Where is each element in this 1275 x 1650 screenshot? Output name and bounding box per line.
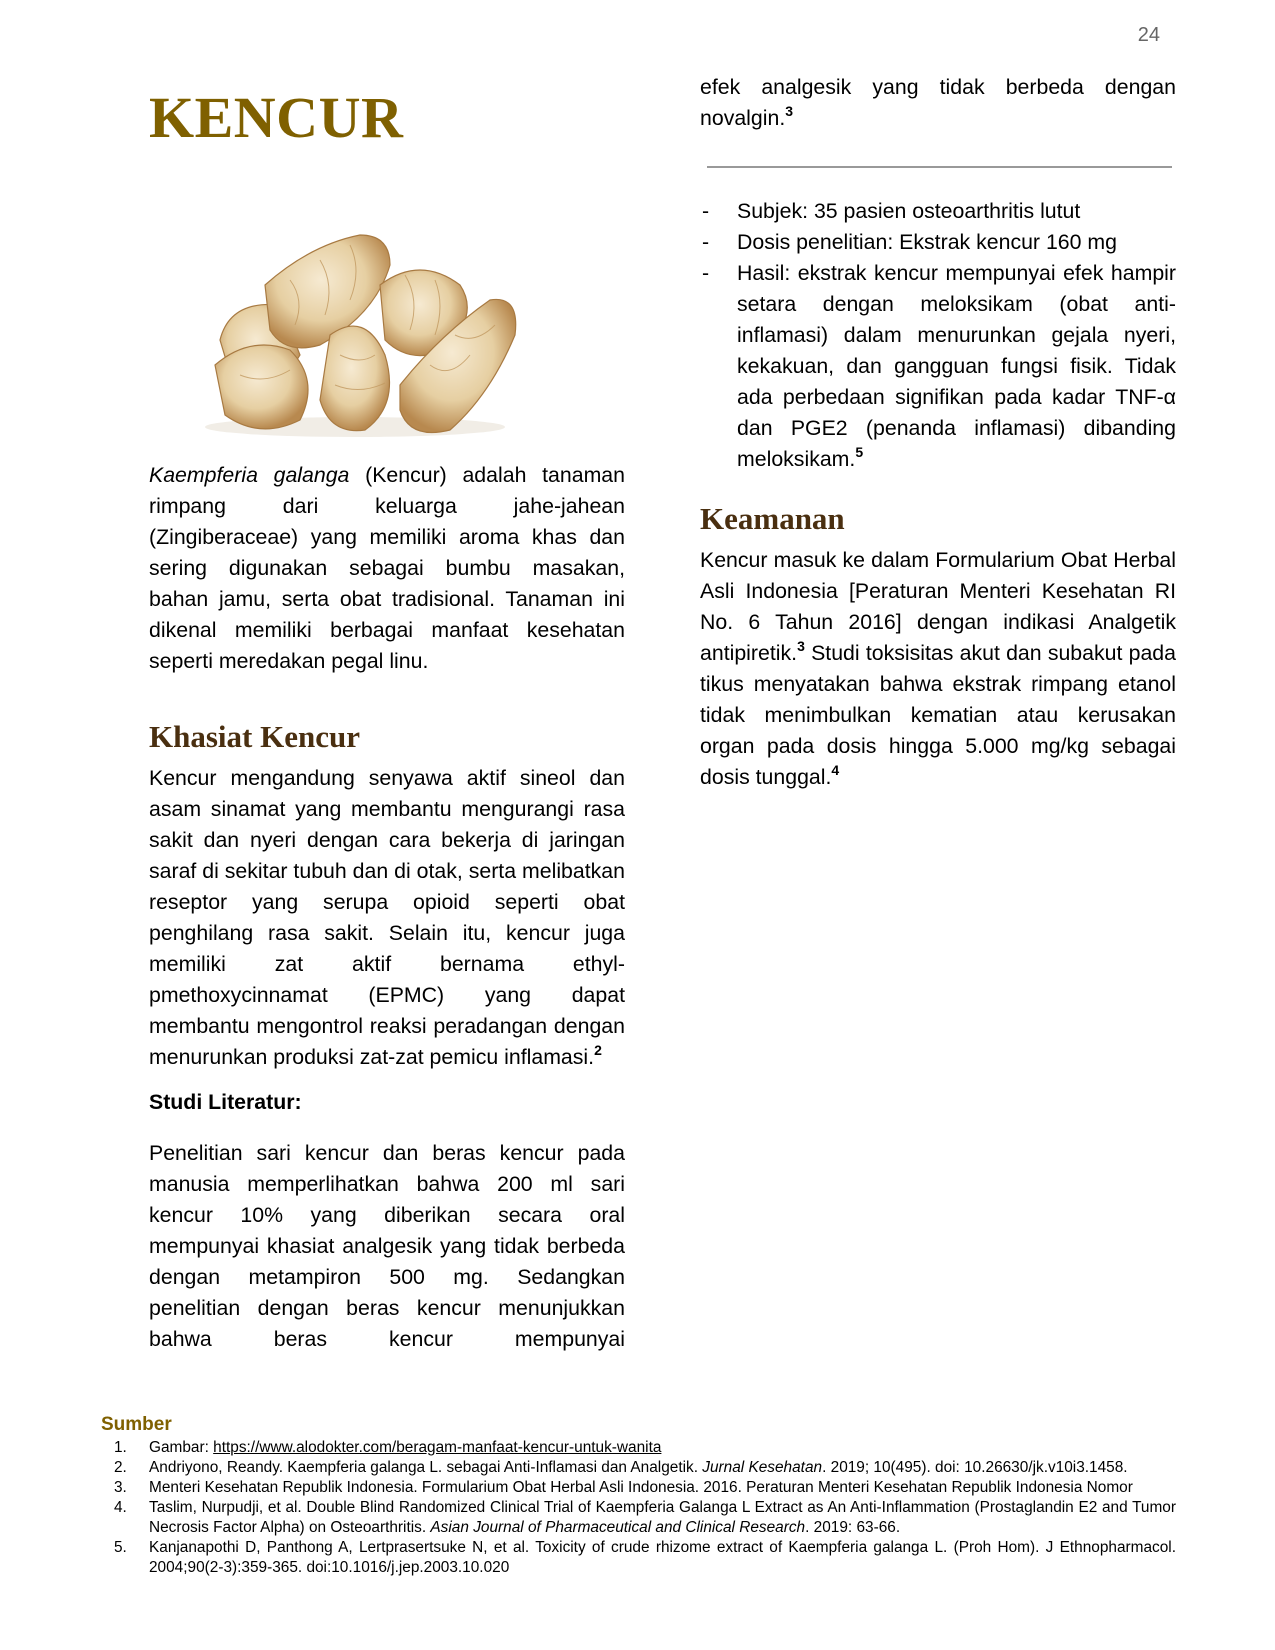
list-item: - Dosis penelitian: Ekstrak kencur 160 mg <box>700 227 1176 258</box>
reference-list <box>101 1438 1176 1578</box>
intro-text: (Kencur) adalah tanaman rimpang dari keluarga jahe-jahean (Zingiberaceae) yang memiliki aroma khas dan sering digunakan sebagai bumbu masakan, bahan jamu, serta obat tradisional. Tanaman ini dikenal memiliki berbagai manfaat kesehatan seperti meredakan pegal linu. <box>149 463 625 673</box>
list-item: - Subjek: 35 pasien osteoarthritis lutut <box>700 196 1176 227</box>
study-details-list <box>700 196 1176 475</box>
studi-heading: Studi Literatur: <box>149 1090 302 1114</box>
ref-marker: 4 <box>831 762 840 778</box>
khasiat-heading: Khasiat Kencur <box>149 719 360 754</box>
keamanan-heading: Keamanan <box>700 501 845 536</box>
ref-marker: 3 <box>797 638 805 654</box>
ref-marker: 5 <box>855 444 864 460</box>
image-source-link[interactable]: https://www.alodokter.com/beragam-manfaat-kencur-untuk-wanita <box>213 1439 662 1456</box>
species-name: Kaempferia galanga <box>149 463 350 487</box>
studi-paragraph-cont: efek analgesik yang tidak berbeda dengan novalgin.$^3$ <box>700 75 1176 130</box>
reference-item: 3. Menteri Kesehatan Republik Indonesia. Formularium Obat Herbal Asli Indonesia. 2016. Peraturan Menteri Kesehatan Republik Indonesia Nomor <box>114 1479 1133 1496</box>
reference-item: 2. Andriyono, Reandy. Kaempferia galanga L. sebagai Anti-Inflamasi dan Analgetik. Jurnal Kesehatan. 2019; 10(495). doi: 10.26630/jk.v10i3.1458. <box>114 1459 1128 1476</box>
reference-item: 5. Kanjanapothi D, Panthong A, Lertprasertsuke N, et al. Toxicity of crude rhizome extract of Kaempferia galanga L. (Proh Hom). J Ethnopharmacol. 2004;90(2-3):359-365. doi:10.1016/j.jep.2003.10.020 <box>114 1539 1176 1576</box>
khasiat-paragraph: Kencur mengandung senyawa aktif sineol dan asam sinamat yang membantu mengurangi rasa sakit dan nyeri dengan cara bekerja di jaringan saraf di sekitar tubuh dan di otak, serta melibatkan reseptor yang serupa opioid seperti obat penghilang rasa sakit. Selain itu, kencur juga memiliki zat aktif bernama ethyl-pmethoxycinnamat (EPMC) yang dapat membantu mengontrol reaksi peradangan dengan menurunkan produksi zat-zat pemicu inflamasi.$^2$ <box>149 766 625 1069</box>
reference-item: 1. Gambar: https://www.alodokter.com/beragam-manfaat-kencur-untuk-wanita <box>114 1439 662 1456</box>
page-number: 24 <box>1137 24 1160 46</box>
reference-item: 4. Taslim, Nurpudji, et al. Double Blind Randomized Clinical Trial of Kaempferia Galanga L Extract as An Anti-Inflammation (Prostaglandin E2 and Tumor Necrosis Factor Alpha) on Osteoarthritis. Asian Journal of Pharmaceutical and Clinical Research. 2019: 63-66. <box>114 1499 1176 1536</box>
ref-marker: 2 <box>594 1042 602 1058</box>
intro-paragraph <box>149 460 625 677</box>
left-column <box>149 460 625 1355</box>
sources-section <box>101 1414 1176 1578</box>
studi-paragraph: Penelitian sari kencur dan beras kencur pada manusia memperlihatkan bahwa 200 ml sari kencur 10% yang diberikan secara oral mempunyai khasiat analgesik yang tidak berbeda dengan metampiron 500 mg. Sedangkan penelitian dengan beras kencur menunjukkan bahwa beras kencur mempunyai <box>149 1141 625 1351</box>
ref-marker: 3 <box>785 103 794 119</box>
sources-title: Sumber <box>101 1414 172 1435</box>
page-title: KENCUR <box>149 85 404 150</box>
right-column <box>700 72 1176 793</box>
kencur-photo <box>190 205 520 440</box>
keamanan-paragraph: Kencur masuk ke dalam Formularium Obat Herbal Asli Indonesia [Peraturan Menteri Kesehatan RI No. 6 Tahun 2016] dengan indikasi Analgetik antipiretik.$^3$ Studi toksisitas akut dan subakut pada tikus menyatakan bahwa ekstrak rimpang etanol tidak menimbulkan kematian atau kerusakan organ pada dosis hingga 5.000 mg/kg sebagai dosis tunggal.$^4$ <box>700 548 1176 789</box>
list-item: - Hasil: ekstrak kencur mempunyai efek hampir setara dengan meloksikam (obat anti-inflamasi) dalam menurunkan gejala nyeri, kekakuan, dan gangguan fungsi fisik. Tidak ada perbedaan signifikan pada kadar TNF-α dan PGE2 (penanda inflamasi) dibanding meloksikam.$^5$ <box>700 258 1176 475</box>
